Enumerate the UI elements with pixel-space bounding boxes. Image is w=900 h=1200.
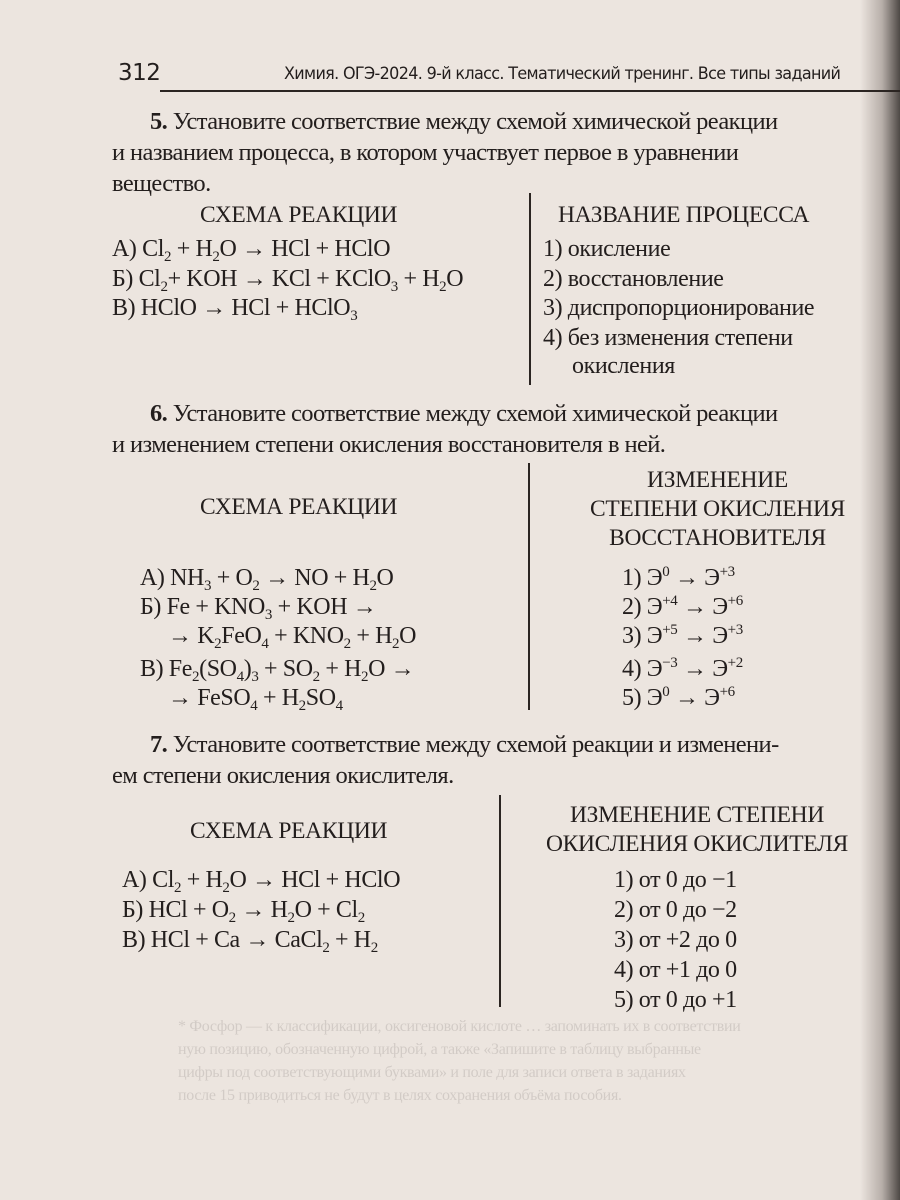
option-item: 3) $Э^{+5} \to Э^{+3}$ bbox=[622, 622, 743, 649]
question-prompt-line: и названием процесса, в котором участвует первое в уравнении bbox=[112, 139, 739, 166]
question-number: 7. bbox=[150, 731, 168, 758]
column-divider bbox=[529, 193, 531, 385]
reaction-row: Б) HCl + $O_2 \to H_2O + Cl_2$ bbox=[122, 897, 365, 926]
reaction-row: В) HClO → HCl + HClO$_3$ bbox=[112, 295, 358, 324]
option-item: 1) $Э^0 \to Э^{+3}$ bbox=[622, 564, 735, 591]
question-5 bbox=[112, 106, 900, 199]
option-item: 4) без изменения степени bbox=[543, 325, 793, 351]
column-header-process: НАЗВАНИЕ ПРОЦЕССА bbox=[558, 202, 810, 228]
question-6 bbox=[112, 398, 900, 460]
reaction-row: Б) $Fe + KNO_3$ + KOH → bbox=[140, 594, 377, 623]
running-title: Химия. ОГЭ-2024. 9-й класс. Тематический тренинг. Все типы заданий bbox=[284, 64, 841, 84]
question-prompt-line: ем степени окисления окислителя. bbox=[112, 762, 454, 789]
question-prompt: 7. Установите соответствие между схемой реакции и изменени- bbox=[150, 731, 779, 758]
option-item-continuation: окисления bbox=[572, 353, 675, 379]
option-item: 4) $Э^{-3} \to Э^{+2}$ bbox=[622, 655, 743, 682]
question-prompt-line: вещество. bbox=[112, 170, 211, 197]
reaction-row: Б) $Cl_2+$ KOH → KCl + KClO$_3$ + $H_2O$ bbox=[112, 266, 464, 295]
page-header bbox=[118, 60, 900, 92]
option-item: 2) восстановление bbox=[543, 266, 724, 292]
reaction-row-continuation: → $K_2FeO_4 + KNO_2 + H_2O$ bbox=[168, 623, 417, 652]
option-item: 5) $Э^0 \to Э^{+6}$ bbox=[622, 684, 735, 711]
option-item: 2) от 0 до −2 bbox=[614, 897, 737, 923]
column-header-change: ИЗМЕНЕНИЕ СТЕПЕНИ ОКИСЛЕНИЯ ВОССТАНОВИТЕЛЯ bbox=[589, 467, 846, 551]
column-divider bbox=[528, 463, 530, 710]
show-through-text: цифры под соответствующими буквами» и поле для записи ответа в заданиях bbox=[178, 1064, 686, 1081]
question-prompt-line: и изменением степени окисления восстановителя в ней. bbox=[112, 431, 666, 458]
option-item: 4) от +1 до 0 bbox=[614, 957, 737, 983]
option-item: 2) $Э^{+4} \to Э^{+6}$ bbox=[622, 593, 743, 620]
column-header-change: ИЗМЕНЕНИЕ СТЕПЕНИ ОКИСЛЕНИЯ ОКИСЛИТЕЛЯ bbox=[545, 802, 849, 857]
question-number: 5. bbox=[150, 108, 168, 135]
reaction-row-continuation: → FeSO$_4$ + $H_2SO_4$ bbox=[168, 685, 343, 714]
header-rule bbox=[160, 90, 900, 92]
reaction-row: В) $Fe_2(SO_4)_3 + SO_2 + H_2O$ → bbox=[140, 656, 415, 685]
reaction-row: А) $Cl_2 + H_2O$ → HCl + HClO bbox=[112, 236, 391, 265]
option-item: 1) окисление bbox=[543, 236, 671, 262]
question-prompt: 6. Установите соответствие между схемой химической реакции bbox=[150, 400, 778, 427]
column-header-reaction: СХЕМА РЕАКЦИИ bbox=[200, 494, 398, 520]
option-item: 1) от 0 до −1 bbox=[614, 867, 737, 893]
option-item: 5) от 0 до +1 bbox=[614, 987, 737, 1013]
column-header-reaction: СХЕМА РЕАКЦИИ bbox=[200, 202, 398, 228]
column-header-reaction: СХЕМА РЕАКЦИИ bbox=[190, 818, 388, 844]
question-number: 6. bbox=[150, 400, 168, 427]
question-prompt: 5. Установите соответствие между схемой химической реакции bbox=[150, 108, 778, 135]
reaction-row: В) HCl + Ca → CaCl$_2$ + $H_2$ bbox=[122, 927, 378, 956]
option-item: 3) от +2 до 0 bbox=[614, 927, 737, 953]
question-7 bbox=[112, 729, 900, 791]
show-through-text: ную позицию, обозначенную цифрой, а также «Запишите в таблицу выбранные bbox=[178, 1041, 701, 1058]
page-number: 312 bbox=[118, 60, 161, 86]
reaction-row: А) $NH_3 + O_2$ → NO + $H_2O$ bbox=[140, 565, 394, 594]
column-divider bbox=[499, 795, 501, 1007]
show-through-text: * Фосфор — к классификации, оксигеновой кислоте … запоминать их в соответствии bbox=[178, 1018, 741, 1035]
show-through-text: после 15 приводиться не будут в целях сохранения объёма пособия. bbox=[178, 1087, 622, 1104]
option-item: 3) диспропорционирование bbox=[543, 295, 815, 321]
reaction-row: А) $Cl_2 + H_2O$ → HCl + HClO bbox=[122, 867, 401, 896]
